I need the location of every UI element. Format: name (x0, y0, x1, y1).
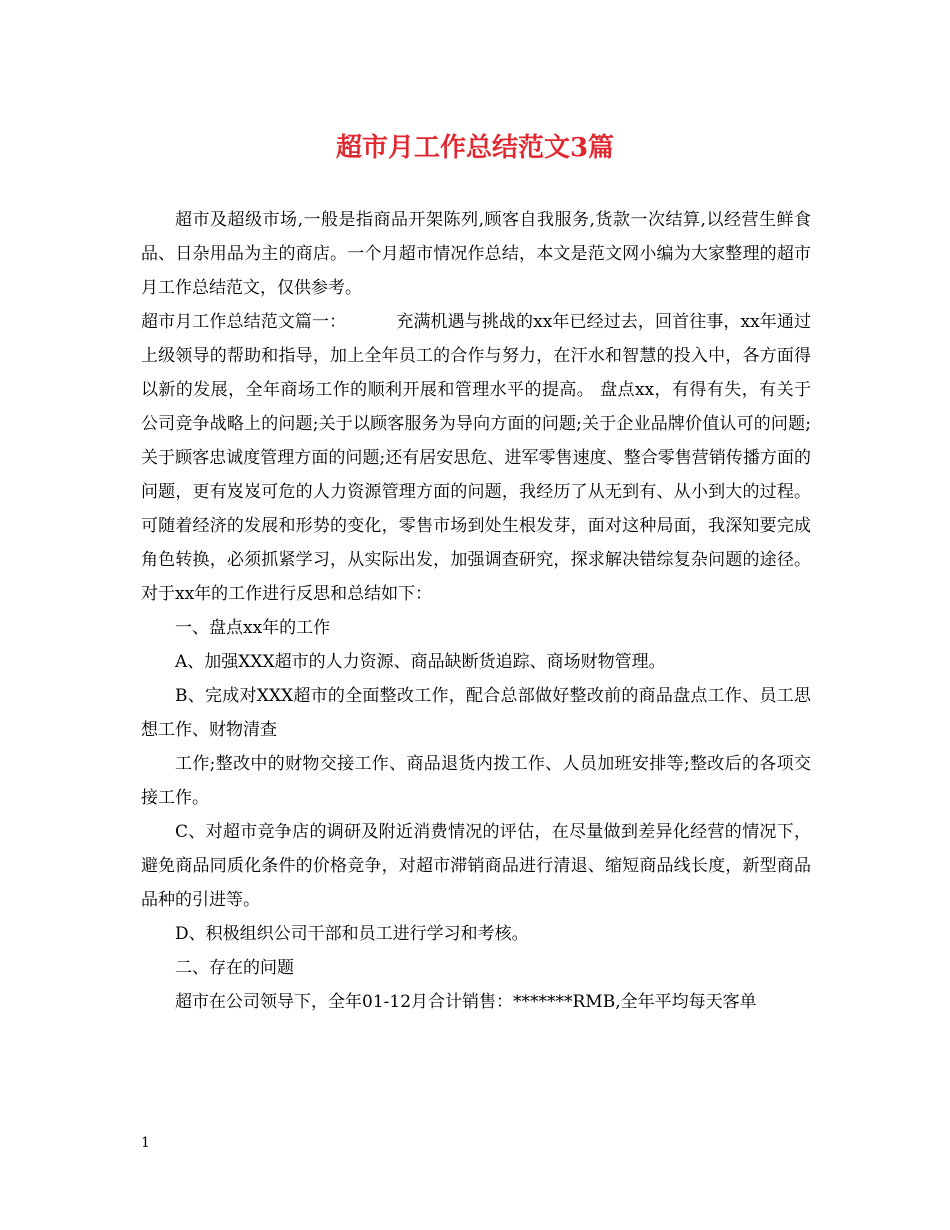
item-a-paragraph: A、加强XXX超市的人力资源、商品缺断货追踪、商场财物管理。 (175, 652, 666, 672)
heading-existing-problems: 二、存在的问题 (175, 958, 294, 978)
section-one-heading: 超市月工作总结范文篇一： (141, 312, 347, 332)
page-title: 超市月工作总结范文3篇 (335, 133, 615, 163)
page-number: 1 (141, 1135, 150, 1151)
document-body (141, 203, 811, 1019)
section-one-paragraph (141, 305, 811, 611)
sales-paragraph: 超市在公司领导下，全年01-12月合计销售：*******RMB,全年平均每天客单 (175, 992, 757, 1012)
intro-paragraph: 超市及超级市场,一般是指商品开架陈列,顾客自我服务,货款一次结算,以经营生鲜食品、日杂用品为主的商店。一个月超市情况作总结，本文是范文网小编为大家整理的超市月工作总结范文，仅供参考。 (141, 210, 811, 298)
item-b-paragraph: B、完成对XXX超市的全面整改工作，配合总部做好整改前的商品盘点工作、员工思想工作、财物清查 (141, 686, 811, 740)
item-c-paragraph: C、对超市竞争店的调研及附近消费情况的评估，在尽量做到差异化经营的情况下，避免商品同质化条件的价格竞争，对超市滞销商品进行清退、缩短商品线长度，新型商品品种的引进等。 (141, 822, 811, 910)
heading-review-work: 一、盘点xx年的工作 (175, 618, 331, 638)
section-one-body: 充满机遇与挑战的xx年已经过去，回首往事，xx年通过上级领导的帮助和指导，加上全年员工的合作与努力，在汗水和智慧的投入中，各方面得以新的发展，全年商场工作的顺利开展和管理水平的提高。 盘点xx，有得有失，有关于公司竞争战略上的问题;关于以顾客服务为导向方面的问题;关于企业品牌价值认可的问题;关于顾客忠诚度管理方面的问题;还有居安思危、进军零售速度、整合零售营销传播方面的问题，更有岌岌可危的人力资源管理方面的问题，我经历了从无到有、从小到大的过程。可随着经济的发展和形势的变化，零售市场到处生根发芽，面对这种局面，我深知要完成角色转换，必须抓紧学习，从实际出发，加强调查研究，探求解决错综复杂问题的途径。对于xx年的工作进行反思和总结如下： (141, 312, 811, 604)
item-d-paragraph: D、积极组织公司干部和员工进行学习和考核。 (175, 924, 529, 944)
item-b-continued-paragraph: 工作;整改中的财物交接工作、商品退货内拨工作、人员加班安排等;整改后的各项交接工作。 (141, 754, 811, 808)
